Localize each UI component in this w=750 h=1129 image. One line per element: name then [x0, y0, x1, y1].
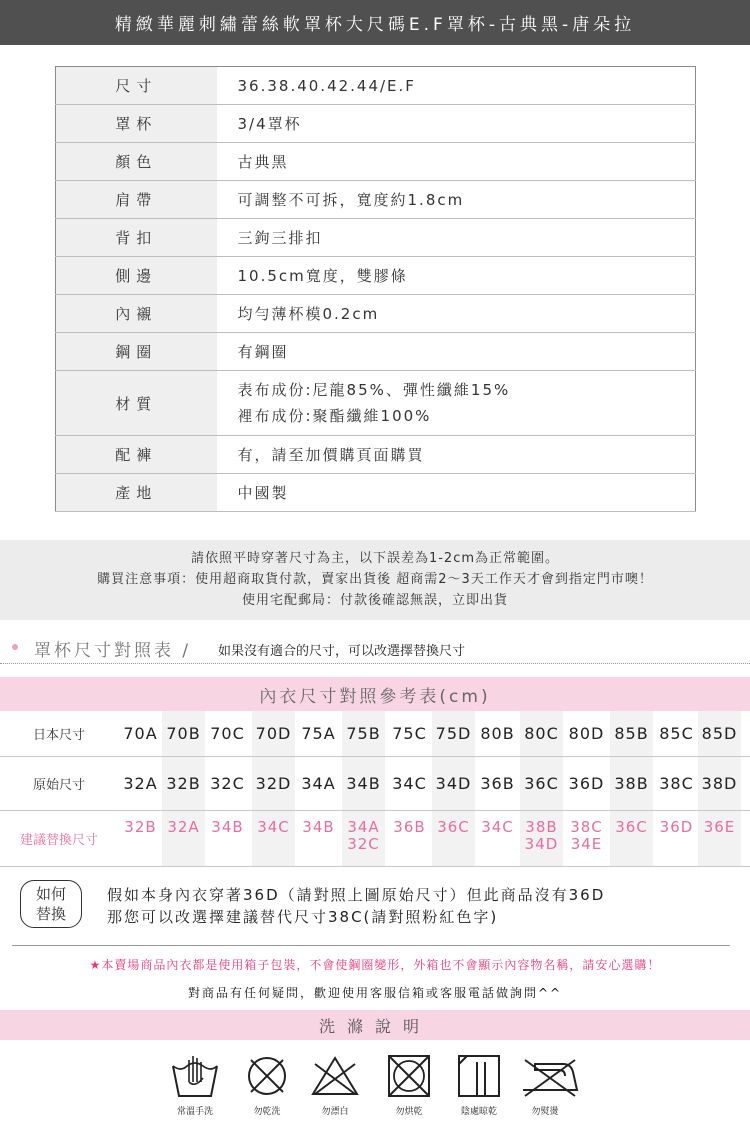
- size-cell: 32B: [124, 818, 157, 836]
- spec-key: 罩杯: [56, 105, 217, 143]
- wash-item: [510, 1050, 580, 1125]
- spec-value-line: 三鉤三排扣: [237, 229, 323, 247]
- size-row-label: 日本尺寸: [32, 728, 85, 743]
- wash-label: 勿漂白: [321, 1107, 349, 1117]
- size-cell: 75B: [342, 711, 385, 756]
- size-cell: 34A: [301, 774, 336, 793]
- size-cell: 36D: [659, 818, 694, 836]
- spec-row: [56, 257, 696, 295]
- spec-row: [56, 295, 696, 333]
- size-cell: 36E: [698, 811, 741, 866]
- size-cell: 75C: [392, 724, 427, 743]
- purchase-notice: [0, 540, 750, 620]
- size-cell: 80C: [520, 711, 563, 756]
- spec-key: 背扣: [56, 219, 217, 257]
- size-cell: 36C: [610, 811, 653, 866]
- spec-row: [56, 181, 696, 219]
- spec-value: [217, 143, 696, 181]
- spec-value: [217, 333, 696, 371]
- wash-icons: [0, 1050, 750, 1129]
- size-heading: 罩杯尺寸對照表 /: [34, 641, 192, 661]
- size-cell: 38D: [698, 757, 741, 810]
- size-cell: 75A: [301, 724, 336, 743]
- size-row: [0, 757, 750, 811]
- wash-item: [374, 1050, 444, 1125]
- size-cell: 80B: [480, 724, 515, 743]
- spec-value: [217, 67, 696, 105]
- wash-item: [232, 1050, 302, 1125]
- size-cell: 38B 34D: [520, 811, 563, 866]
- wash-label: 常溫手洗: [176, 1107, 213, 1117]
- wash-instructions-title: 洗滌說明: [0, 1010, 750, 1040]
- size-cell: 36C: [432, 811, 475, 866]
- spec-value-line: 有，請至加價購頁面購買: [237, 446, 425, 464]
- spec-key: 顏色: [56, 143, 217, 181]
- size-cell: 70B: [162, 711, 205, 756]
- size-cell: 36B: [480, 774, 515, 793]
- spec-row: [56, 436, 696, 474]
- wash-item: [160, 1050, 230, 1125]
- size-cell: 75D: [432, 711, 475, 756]
- notice-line: 使用宅配郵局：付款後確認無誤，立即出貨: [241, 593, 508, 608]
- bullet-dot-icon: [12, 644, 18, 650]
- packaging-warning: ★本賣場商品內衣都是使用箱子包裝，不會使鋼圈變形，外箱也不會顯示內容物名稱，請安心選購！: [89, 958, 661, 972]
- size-cell: 34C: [481, 818, 514, 836]
- size-cell: 34A 32C: [342, 811, 385, 866]
- wash-item: [444, 1050, 514, 1125]
- spec-value: [217, 105, 696, 143]
- spec-value: [217, 257, 696, 295]
- size-cell: 34B: [211, 818, 244, 836]
- size-row-label: 建議替換尺寸: [19, 833, 98, 848]
- spec-row: [56, 143, 696, 181]
- customer-service-note: 對商品有任何疑問，歡迎使用客服信箱或客服電話做詢問^^: [187, 986, 563, 1000]
- spec-key: 材質: [56, 371, 217, 436]
- size-row: [0, 811, 750, 867]
- size-cell: 34C: [252, 811, 295, 866]
- spec-value: [217, 436, 696, 474]
- wash-label: 勿乾洗: [253, 1107, 281, 1117]
- wash-label: 勿熨燙: [531, 1107, 559, 1117]
- size-cell: 32D: [252, 757, 295, 810]
- size-cell: 80D: [568, 724, 605, 743]
- size-cell: 70D: [252, 711, 295, 756]
- spec-row: [56, 219, 696, 257]
- spec-value: [217, 474, 696, 512]
- size-cell: 85B: [610, 711, 653, 756]
- size-cell: 85C: [659, 724, 694, 743]
- size-cell: 34B: [342, 757, 385, 810]
- size-cell: 85D: [698, 711, 741, 756]
- spec-key: 肩帶: [56, 181, 217, 219]
- spec-table: [55, 66, 696, 512]
- badge-line: 替換: [35, 905, 66, 923]
- spec-key: 側邊: [56, 257, 217, 295]
- spec-row: [56, 105, 696, 143]
- notice-line: 請依照平時穿著尺寸為主，以下誤差為1-2cm為正常範圍。: [190, 551, 560, 566]
- explanation-line: 假如本身內衣穿著36D（請對照上圖原始尺寸）但此商品沒有36D: [107, 886, 606, 904]
- replace-explanation: [107, 884, 605, 928]
- spec-value-line: 可調整不可拆，寬度約1.8cm: [237, 191, 465, 209]
- spec-value-line: 中國製: [237, 484, 289, 502]
- spec-value: [217, 181, 696, 219]
- spec-value-line: 10.5cm寬度，雙膠條: [237, 267, 408, 285]
- spec-value: [217, 219, 696, 257]
- size-cell: 34C: [392, 774, 427, 793]
- wash-item: [300, 1050, 370, 1125]
- spec-value-line: 36.38.40.42.44/E.F: [237, 76, 416, 95]
- size-cell: 32B: [162, 757, 205, 810]
- size-cell: 38B: [610, 757, 653, 810]
- size-cell: 70C: [210, 724, 245, 743]
- spec-row: [56, 474, 696, 512]
- spec-value-line: 均勻薄杯模0.2cm: [237, 305, 380, 323]
- spec-value: [217, 295, 696, 333]
- size-reference-table: [0, 711, 750, 867]
- size-cell: 38C 34E: [570, 818, 603, 853]
- size-cell: 32A: [162, 811, 205, 866]
- spec-key: 產地: [56, 474, 217, 512]
- size-reference-title: 內衣尺寸對照參考表(cm): [0, 677, 750, 711]
- size-cell: 36D: [568, 774, 605, 793]
- divider: [12, 945, 730, 946]
- size-cell: 36C: [520, 757, 563, 810]
- badge-line: 如何: [35, 885, 66, 903]
- spec-row: [56, 333, 696, 371]
- spec-key: 配褲: [56, 436, 217, 474]
- page-title: 精緻華麗刺繡蕾絲軟罩杯大尺碼E.F罩杯-古典黑-唐朵拉: [0, 0, 750, 45]
- spec-value-line: 有鋼圈: [237, 343, 289, 361]
- how-to-replace-badge: [20, 880, 82, 928]
- size-cell: 32C: [210, 774, 245, 793]
- spec-key: 尺寸: [56, 67, 217, 105]
- size-cell: 34B: [302, 818, 335, 836]
- size-cell: 34D: [432, 757, 475, 810]
- size-section-heading: [0, 634, 750, 664]
- size-row: [0, 711, 750, 757]
- spec-key: 內襯: [56, 295, 217, 333]
- size-cell: 36B: [393, 818, 426, 836]
- spec-value-line: 3/4罩杯: [237, 115, 302, 133]
- wash-label: 勿烘乾: [395, 1107, 423, 1117]
- size-cell: 38C: [659, 774, 694, 793]
- spec-key: 鋼圈: [56, 333, 217, 371]
- size-cell: 70A: [123, 724, 158, 743]
- size-cell: 32A: [123, 774, 158, 793]
- spec-row: [56, 67, 696, 105]
- spec-value-line: 裡布成份:聚酯纖維100%: [237, 407, 432, 425]
- spec-value: [217, 371, 696, 436]
- size-row-label: 原始尺寸: [32, 778, 85, 793]
- notice-line: 購買注意事項：使用超商取貨付款，賣家出貨後 超商需2～3天工作天才會到指定門市噢！: [97, 572, 653, 587]
- spec-value-line: 表布成份:尼龍85%、彈性纖維15%: [237, 381, 511, 399]
- spec-value-line: 古典黑: [237, 153, 289, 171]
- explanation-line: 那您可以改選擇建議替代尺寸38C(請對照粉紅色字): [107, 908, 499, 926]
- wash-label: 陰處晾乾: [460, 1107, 497, 1117]
- spec-row: [56, 371, 696, 436]
- size-subheading: 如果沒有適合的尺寸，可以改選擇替換尺寸: [218, 644, 466, 659]
